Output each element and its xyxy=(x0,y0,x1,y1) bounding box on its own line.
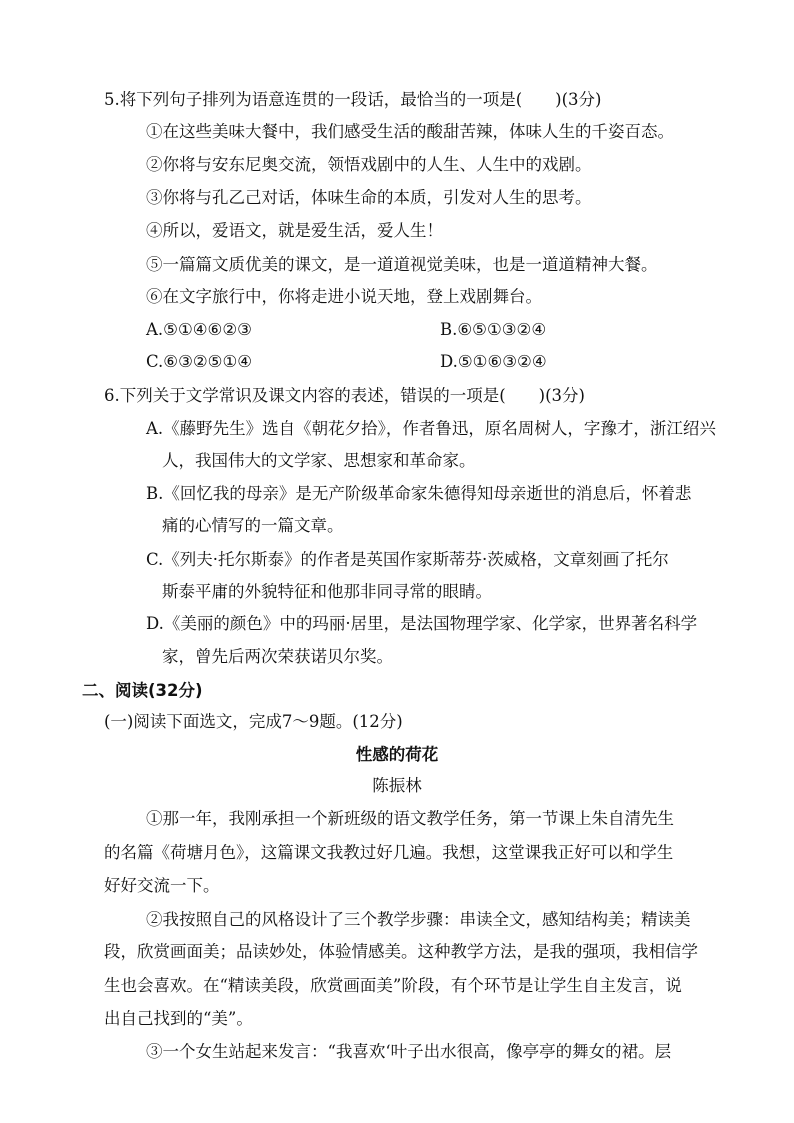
q5-sentence-6: ⑥在文字旅行中，你将走进小说天地，登上戏剧舞台。 xyxy=(146,287,542,306)
passage-line-4: ②我按照自己的风格设计了三个教学步骤：串读全文，感知结构美；精读美 xyxy=(146,910,691,929)
q5-sentence-3: ③你将与孔乙己对话，体味生命的本质，引发对人生的思考。 xyxy=(146,188,592,207)
q6-option-a-line1: A.《藤野先生》选自《朝花夕拾》，作者鲁迅，原名周树人，字豫才，浙江绍兴 xyxy=(146,419,716,438)
q6-option-c-line2: 斯泰平庸的外貌特征和他那非同寻常的眼睛。 xyxy=(162,582,492,601)
passage-line-8: ③一个女生站起来发言：“我喜欢‘叶子出水很高，像亭亭的舞女的裙。层 xyxy=(146,1042,672,1061)
q6-option-b-line2: 痛的心情写的一篇文章。 xyxy=(162,516,344,535)
q5-option-a: A.⑤①④⑥②③ xyxy=(146,320,252,339)
section-heading: 二、阅读(32分) xyxy=(82,681,203,700)
q5-stem: 5.将下列句子排列为语意连贯的一段话，最恰当的一项是( )(3分) xyxy=(104,90,602,109)
passage-line-6: 生也会喜欢。在“精读美段，欣赏画面美”阶段，有个环节是让学生自主发言，说 xyxy=(104,976,682,995)
q5-sentence-5: ⑤一篇篇文质优美的课文，是一道道视觉美味，也是一道道精神大餐。 xyxy=(146,255,658,274)
q5-option-d: D.⑤①⑥③②④ xyxy=(440,352,547,371)
q6-stem: 6.下列关于文学常识及课文内容的表述，错误的一项是( )(3分) xyxy=(104,386,585,405)
passage-line-7: 出自己找到的“美”。 xyxy=(104,1009,253,1028)
passage-line-1: ①那一年，我刚承担一个新班级的语文教学任务，第一节课上朱自清先生 xyxy=(146,809,674,828)
q5-sentence-1: ①在这些美味大餐中，我们感受生活的酸甜苦辣，体味人生的千姿百态。 xyxy=(146,122,674,141)
q6-option-d-line1: D.《美丽的颜色》中的玛丽·居里，是法国物理学家、化学家，世界著名科学 xyxy=(146,614,698,633)
q5-option-c: C.⑥③②⑤①④ xyxy=(146,352,253,371)
passage-line-3: 好好交流一下。 xyxy=(104,876,220,895)
passage-author: 陈振林 xyxy=(372,776,422,795)
passage-line-5: 段，欣赏画面美；品读妙处，体验情感美。这种教学方法，是我的强项，我相信学 xyxy=(104,942,698,961)
q6-option-b-line1: B.《回忆我的母亲》是无产阶级革命家朱德得知母亲逝世的消息后，怀着悲 xyxy=(146,484,692,503)
passage-title: 性感的荷花 xyxy=(355,745,439,764)
q5-sentence-2: ②你将与安东尼奥交流，领悟戏剧中的人生、人生中的戏剧。 xyxy=(146,155,592,174)
passage-line-2: 的名篇《荷塘月色》，这篇课文我教过好几遍。我想，这堂课我正好可以和学生 xyxy=(104,843,674,862)
q5-option-b: B.⑥⑤①③②④ xyxy=(440,320,547,339)
q6-option-d-line2: 家，曾先后两次荣获诺贝尔奖。 xyxy=(162,647,393,666)
q6-option-a-line2: 人，我国伟大的文学家、思想家和革命家。 xyxy=(162,451,476,470)
q6-option-c-line1: C.《列夫·托尔斯泰》的作者是英国作家斯蒂芬·茨威格，文章刻画了托尔 xyxy=(146,550,669,569)
q5-sentence-4: ④所以，爱语文，就是爱生活，爱人生！ xyxy=(146,221,443,240)
section-subheading: (一)阅读下面选文，完成7～9题。(12分) xyxy=(104,712,403,731)
